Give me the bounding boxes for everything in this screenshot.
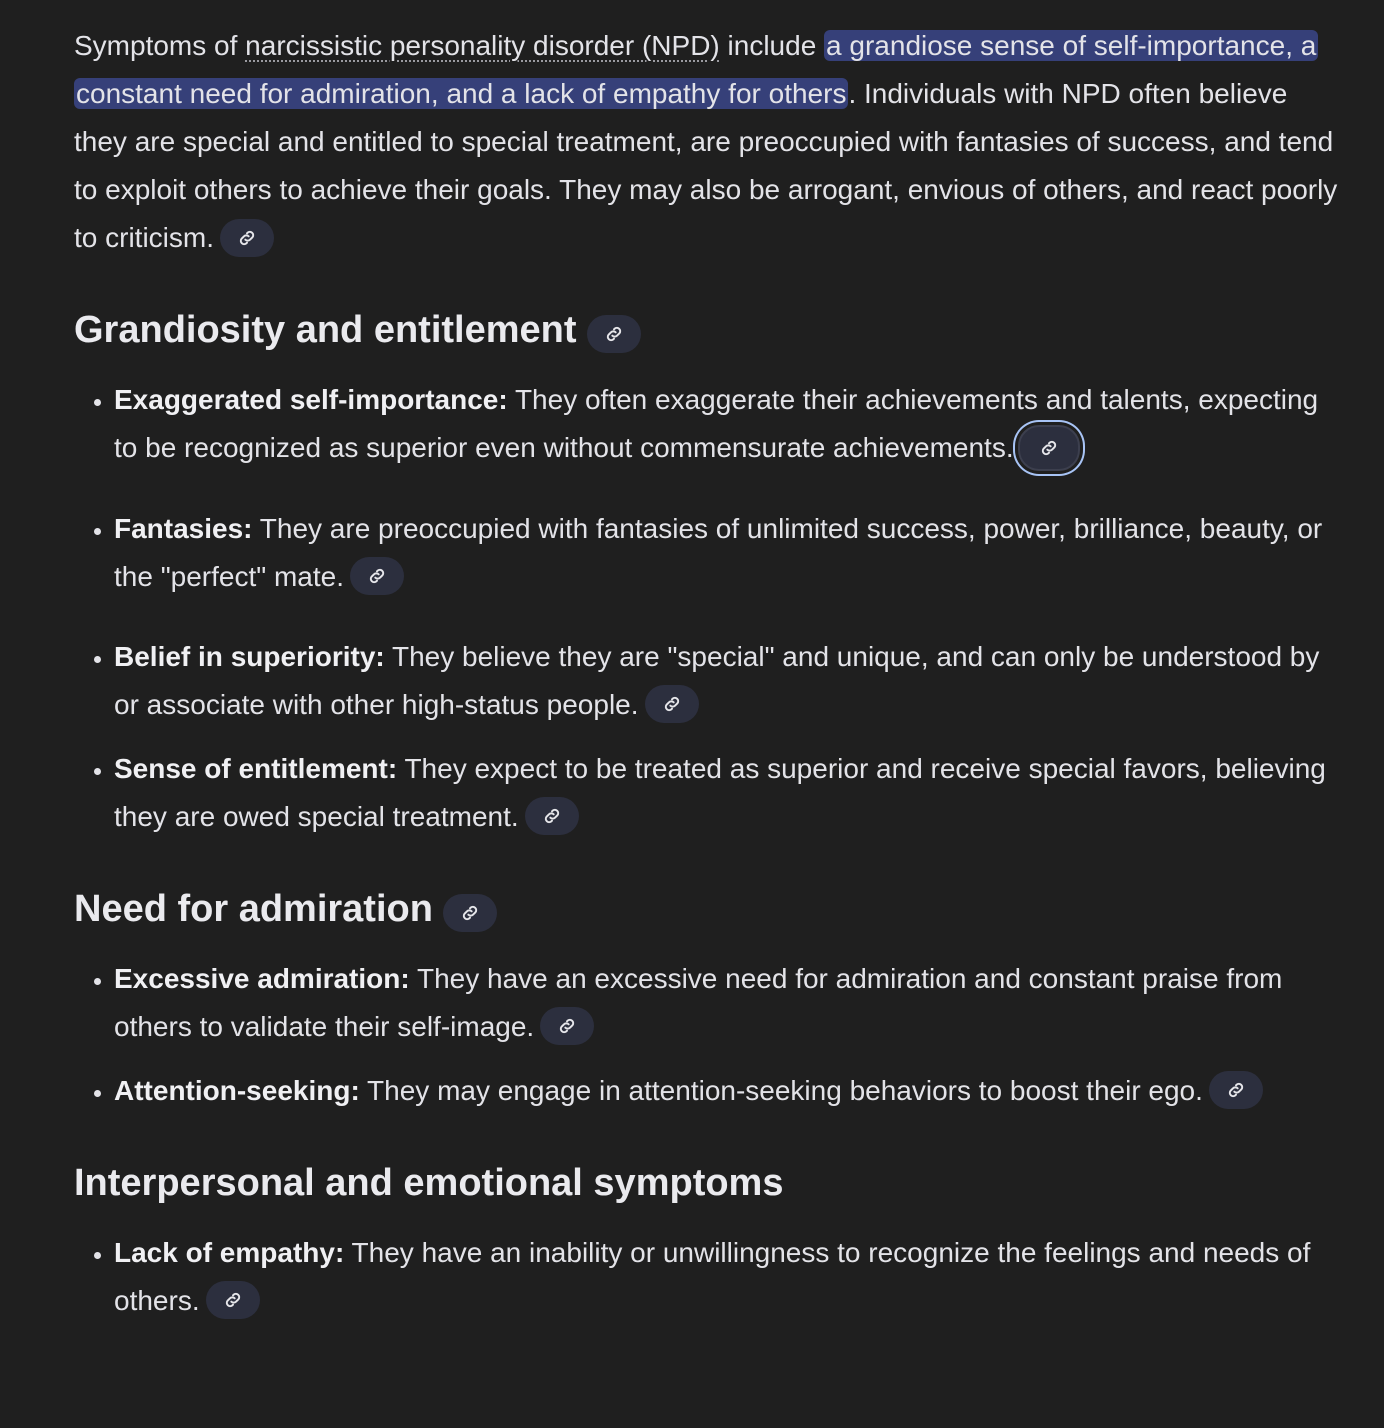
source-chip-focused[interactable]: [1018, 425, 1080, 471]
source-chip[interactable]: [220, 219, 274, 257]
item-text: They have an inability or unwillingness to recognize the feelings and needs of others.: [114, 1236, 1311, 1316]
section-heading: [74, 306, 1344, 354]
item-label: Sense of entitlement:: [114, 752, 398, 784]
source-chip[interactable]: [645, 685, 699, 723]
bullet-list: [74, 376, 1344, 841]
intro-mid: include: [719, 30, 825, 61]
section-heading: [74, 885, 1344, 933]
item-label: Belief in superiority:: [114, 640, 385, 672]
list-item: [114, 376, 1344, 473]
heading-text: Grandiosity and entitlement: [74, 309, 577, 351]
link-icon: [1226, 1080, 1246, 1100]
item-label: Attention-seeking:: [114, 1074, 360, 1106]
list-item: [114, 505, 1344, 601]
source-chip[interactable]: [350, 557, 404, 595]
highlighted-text: a grandiose sense of self-importance, a constant need for admiration, and a lack of empathy for others: [76, 30, 1317, 109]
item-label: Lack of empathy:: [114, 1236, 345, 1268]
item-text: They often exaggerate their achievements and talents, expecting to be recognized as superior even without commensurate achievements.: [114, 384, 1319, 463]
link-icon: [662, 694, 682, 714]
link-icon: [460, 903, 480, 923]
link-icon: [237, 228, 257, 248]
item-text: They may engage in attention-seeking behaviors to boost their ego.: [359, 1074, 1203, 1106]
list-item: [114, 955, 1344, 1051]
link-icon: [542, 806, 562, 826]
source-chip[interactable]: [525, 797, 579, 835]
intro-suffix: . Individuals with NPD often believe they are special and entitled to special treatment, are preoccupied with fantasies of success, and tend to exploit others to achieve their goals. They may also be arrogant, envious of others, and react poorly to criticism.: [74, 78, 1338, 253]
list-item: [114, 1229, 1344, 1325]
item-text: They expect to be treated as superior and receive special favors, believing they are owed special treatment.: [114, 752, 1326, 832]
link-icon: [367, 566, 387, 586]
item-label: Fantasies:: [114, 512, 253, 544]
list-item: [114, 745, 1344, 841]
item-text: They have an excessive need for admiration and constant praise from others to validate their self-image.: [114, 962, 1283, 1042]
source-chip[interactable]: [587, 315, 641, 353]
item-text: They believe they are "special" and unique, and can only be understood by or associate with other high-status people.: [114, 640, 1320, 720]
item-text: They are preoccupied with fantasies of unlimited success, power, brilliance, beauty, or the "perfect" mate.: [114, 512, 1323, 592]
section-heading: [74, 1159, 1344, 1207]
item-label: Exaggerated self-importance:: [114, 384, 508, 415]
item-label: Excessive admiration:: [114, 962, 410, 994]
source-chip[interactable]: [206, 1281, 260, 1319]
list-item: [114, 633, 1344, 729]
term-link[interactable]: narcissistic personality disorder (NPD): [245, 30, 720, 61]
source-chip[interactable]: [1209, 1071, 1263, 1109]
list-item: [114, 1067, 1344, 1115]
response-content: [74, 22, 1344, 1325]
link-icon: [1039, 438, 1059, 458]
link-icon: [557, 1016, 577, 1036]
link-icon: [604, 324, 624, 344]
intro-paragraph: [74, 22, 1344, 262]
bullet-list: [74, 1229, 1344, 1325]
source-chip[interactable]: [443, 894, 497, 932]
intro-prefix: Symptoms of: [74, 30, 246, 61]
heading-text: Interpersonal and emotional symptoms: [74, 1161, 784, 1204]
link-icon: [223, 1290, 243, 1310]
heading-text: Need for admiration: [74, 887, 433, 930]
source-chip[interactable]: [540, 1007, 594, 1045]
bullet-list: [74, 955, 1344, 1115]
